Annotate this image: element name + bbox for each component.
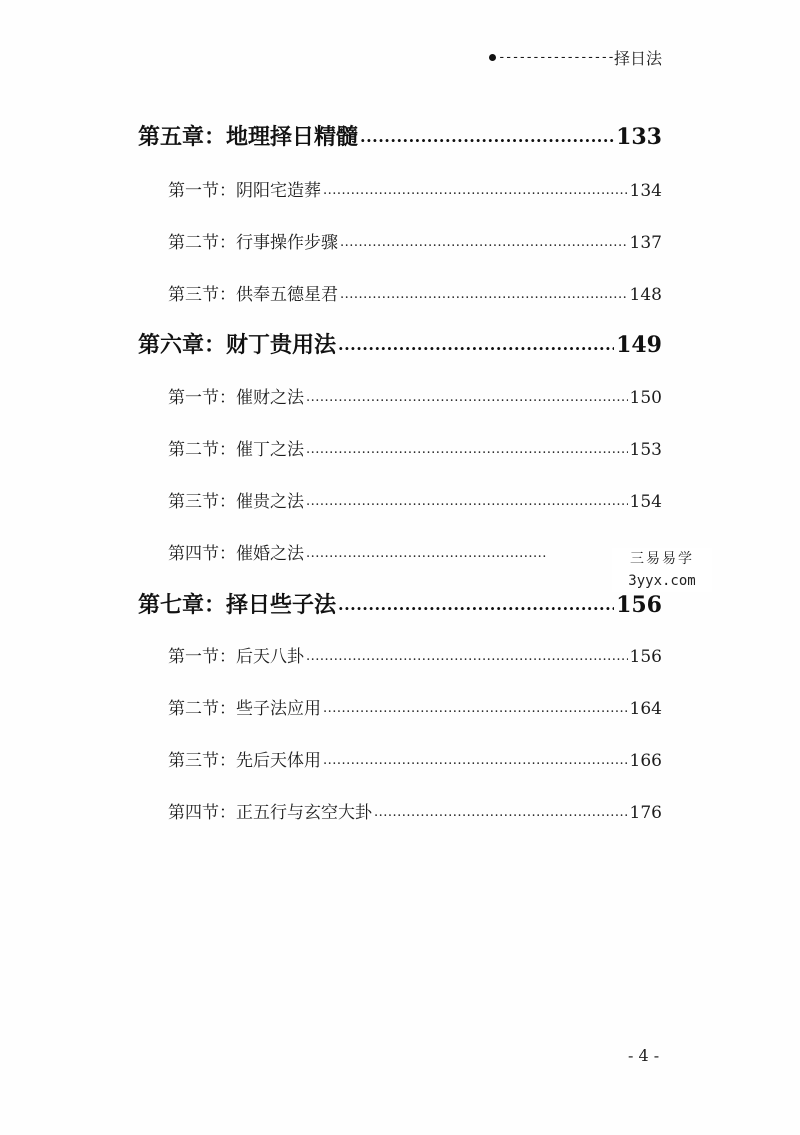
dot-leader bbox=[338, 330, 614, 356]
toc-entry-title: 第二节：催丁之法 bbox=[168, 440, 304, 460]
toc-entry-title: 第三节：催贵之法 bbox=[168, 492, 304, 512]
watermark-site-name: 三易易学 bbox=[630, 551, 694, 567]
toc-entry-title: 第一节：催财之法 bbox=[168, 388, 304, 408]
dot-leader bbox=[306, 438, 628, 458]
toc-page-number: 164 bbox=[629, 699, 662, 719]
dot-leader bbox=[338, 590, 614, 616]
toc-page-number: 154 bbox=[629, 492, 662, 512]
toc-page-number: 134 bbox=[629, 181, 662, 201]
toc-chapter-5 bbox=[138, 120, 662, 150]
toc-entry-title: 第三节：供奉五德星君 bbox=[168, 285, 338, 305]
dot-leader bbox=[360, 122, 614, 148]
header-title: 择日法 bbox=[613, 49, 662, 68]
toc-page-number: 150 bbox=[629, 388, 662, 408]
toc-page-number: 176 bbox=[629, 803, 662, 823]
toc-entry-title: 第六章：财丁贵用法 bbox=[138, 332, 337, 358]
toc-page-number: 149 bbox=[616, 332, 662, 358]
toc-section bbox=[168, 694, 662, 720]
dot-leader bbox=[340, 283, 628, 303]
toc-entry-title: 第一节：后天八卦 bbox=[168, 647, 304, 667]
toc-entry-title: 第七章：择日些子法 bbox=[138, 592, 337, 618]
dot-leader bbox=[374, 801, 628, 821]
dot-leader bbox=[306, 386, 628, 406]
toc-entry-title: 第二节：行事操作步骤 bbox=[168, 233, 338, 253]
dot-leader bbox=[323, 697, 628, 717]
toc-section bbox=[168, 435, 662, 461]
dot-leader bbox=[323, 179, 628, 199]
toc-page-number: 153 bbox=[629, 440, 662, 460]
toc-entry-title: 第五章：地理择日精髓 bbox=[138, 124, 359, 150]
toc-page-number: 137 bbox=[629, 233, 662, 253]
toc-section bbox=[168, 228, 662, 254]
toc-entry-title: 第三节：先后天体用 bbox=[168, 751, 321, 771]
toc-chapter-6 bbox=[138, 328, 662, 358]
bullet-dot bbox=[489, 54, 496, 61]
site-watermark bbox=[612, 548, 712, 592]
toc-section bbox=[168, 746, 662, 772]
toc-entry-title: 第二节：些子法应用 bbox=[168, 699, 321, 719]
toc-entry-title: 第四节：催婚之法 bbox=[168, 544, 304, 564]
toc-entry-title: 第一节：阴阳宅造葬 bbox=[168, 181, 321, 201]
toc-page-number: 148 bbox=[629, 285, 662, 305]
dot-leader bbox=[306, 645, 628, 665]
watermark-url: 3yyx.com bbox=[628, 573, 696, 589]
toc-entry-title: 第四节：正五行与玄空大卦 bbox=[168, 803, 372, 823]
toc-page-number: 133 bbox=[616, 124, 662, 150]
toc-chapter-7 bbox=[138, 588, 662, 618]
toc-page-number: 166 bbox=[629, 751, 662, 771]
running-header bbox=[489, 46, 662, 69]
toc-section bbox=[168, 383, 662, 409]
toc-page-number: 156 bbox=[616, 592, 662, 618]
page-number-footer: - 4 - bbox=[628, 1046, 660, 1065]
dot-leader bbox=[306, 490, 628, 510]
toc-section bbox=[168, 176, 662, 202]
dot-leader bbox=[323, 749, 628, 769]
toc-section bbox=[168, 642, 662, 668]
toc-section bbox=[168, 280, 662, 306]
header-dashes: ----------------- bbox=[497, 50, 614, 65]
dot-leader bbox=[306, 542, 546, 562]
toc-section bbox=[168, 487, 662, 513]
dot-leader bbox=[340, 231, 628, 251]
toc-section bbox=[168, 539, 548, 565]
toc-section bbox=[168, 798, 662, 824]
toc-page-number: 156 bbox=[629, 647, 662, 667]
